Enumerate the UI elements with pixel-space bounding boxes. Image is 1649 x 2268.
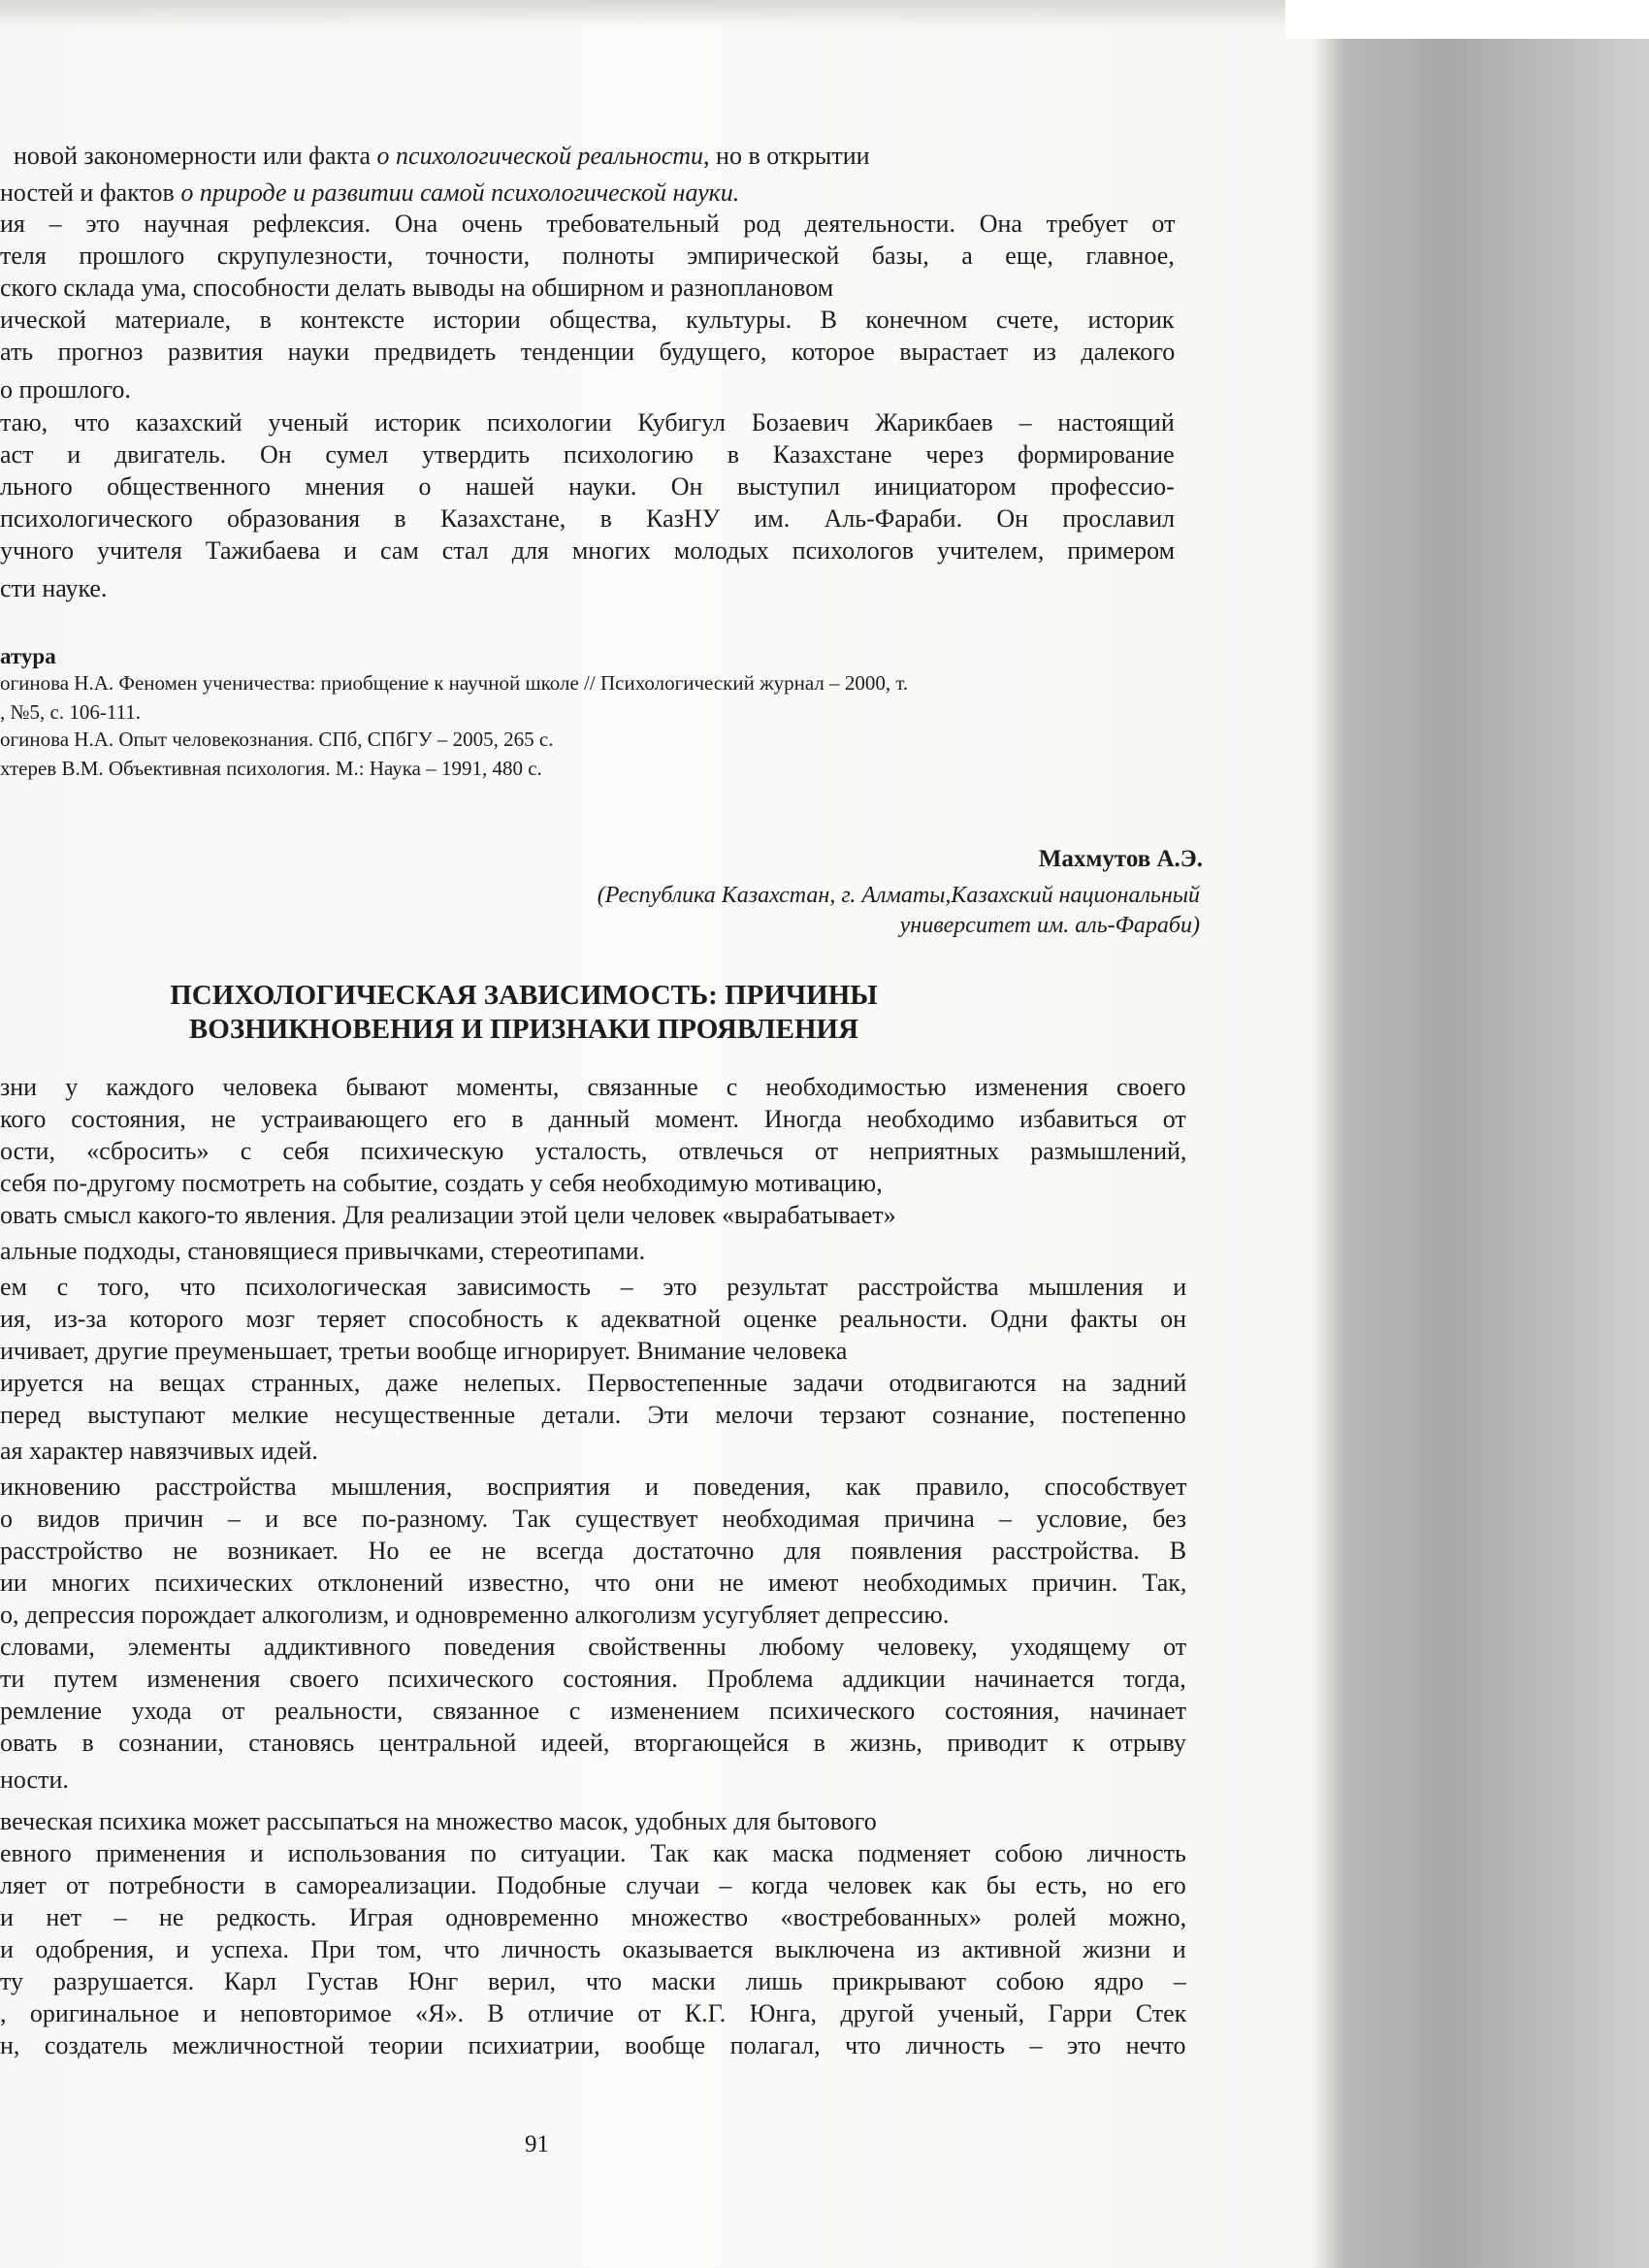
intro-line: льного общественного мнения о нашей науки. Он выступил инициатором профессио- bbox=[0, 472, 1175, 501]
body-line: овать смысл какого-то явления. Для реализации этой цели человек «вырабатывает» bbox=[0, 1201, 896, 1229]
intro-line: ать прогноз развития науки предвидеть тенденции будущего, которое вырастает из далекого bbox=[0, 338, 1176, 366]
intro-line: ского склада ума, способности делать выводы на обширном и разноплановом bbox=[0, 274, 834, 302]
body-line: , оригинальное и неповторимое «Я». В отличие от К.Г. Юнга, другой ученый, Гарри Стек bbox=[0, 1999, 1187, 2027]
intro-line: учного учителя Тажибаева и сам стал для многих молодых психологов учителем, примером bbox=[0, 536, 1176, 565]
body-line: ии многих психических отклонений известно, что они не имеют необходимых причин. Так, bbox=[0, 1569, 1187, 1597]
body-line: ости, «сбросить» с себя психическую усталость, отвлечься от неприятных размышлений, bbox=[0, 1137, 1187, 1165]
intro-line: ической материале, в контексте истории общества, культуры. В конечном счете, историк bbox=[0, 306, 1175, 334]
reference-item: , №5, с. 106-111. bbox=[0, 700, 142, 724]
body-line: себя по-другому посмотреть на событие, создать у себя необходимую мотивацию, bbox=[0, 1169, 883, 1197]
body-line: о, депрессия порождает алкоголизм, и одновременно алкоголизм усугубляет депрессию. bbox=[0, 1601, 950, 1629]
intro-line: о прошлого. bbox=[0, 375, 131, 404]
body-line: расстройство не возникает. Но ее не всегда достаточно для появления расстройства. В bbox=[0, 1537, 1187, 1565]
intro-line: сти науке. bbox=[0, 574, 108, 602]
body-line: перед выступают мелкие несущественные детали. Эти мелочи терзают сознание, постепенно bbox=[0, 1401, 1186, 1429]
intro-line: аст и двигатель. Он сумел утвердить психологию в Казахстане через формирование bbox=[0, 440, 1175, 469]
body-line: веческая психика может рассыпаться на множество масок, удобных для бытового bbox=[0, 1807, 877, 1835]
body-line: ичивает, другие преуменьшает, третьи вообще игнорирует. Внимание человека bbox=[0, 1337, 848, 1365]
reference-item: хтерев В.М. Объективная психология. М.: Наука – 1991, 480 с. bbox=[0, 757, 542, 780]
body-line: евного применения и использования по ситуации. Так как маска подменяет собою личность bbox=[0, 1839, 1186, 1867]
intro-line: новой закономерности или факта о психологической реальности, но в открытии bbox=[14, 142, 870, 170]
author-affiliation-line1: (Республика Казахстан, г. Алматы,Казахский национальный bbox=[597, 883, 1200, 908]
body-line: альные подходы, становящиеся привычками, стереотипами. bbox=[0, 1237, 646, 1265]
page-number: 91 bbox=[525, 2131, 549, 2157]
author-affiliation-line2: университет им. аль-Фараби) bbox=[899, 913, 1200, 938]
body-line: ируется на вещах странных, даже нелепых. Первостепенные задачи отодвигаются на задний bbox=[0, 1369, 1187, 1397]
intro-line: психологического образования в Казахстане, в КазНУ им. Аль-Фараби. Он прославил bbox=[0, 504, 1176, 533]
body-line: и нет – не редкость. Играя одновременно множество «востребованных» ролей можно, bbox=[0, 1903, 1187, 1931]
body-line: о видов причин – и все по-разному. Так существует необходимая причина – условие, без bbox=[0, 1505, 1187, 1533]
reference-item: огинова Н.А. Феномен ученичества: приобщение к научной школе // Психологический журнал – 2000, т. bbox=[0, 671, 909, 695]
body-line: н, создатель межличностной теории психиатрии, вообще полагал, что личность – это нечто bbox=[0, 2031, 1186, 2059]
body-line: ем с того, что психологическая зависимость – это результат расстройства мышления и bbox=[0, 1273, 1187, 1301]
intro-line: ия – это научная рефлексия. Она очень требовательный род деятельности. Она требует от bbox=[0, 210, 1176, 238]
intro-line: ностей и фактов о природе и развитии самой психологической науки. bbox=[0, 178, 740, 207]
body-line: ая характер навязчивых идей. bbox=[0, 1437, 318, 1465]
body-line: зни у каждого человека бывают моменты, связанные с необходимостью изменения своего bbox=[0, 1073, 1186, 1101]
article-title-line2: ВОЗНИКНОВЕНИЯ И ПРИЗНАКИ ПРОЯВЛЕНИЯ bbox=[188, 1014, 859, 1045]
body-line: ремление ухода от реальности, связанное с изменением психического состояния, начинает bbox=[0, 1697, 1186, 1725]
body-line: словами, элементы аддиктивного поведения свойственны любому человеку, уходящему от bbox=[0, 1633, 1187, 1661]
body-line: и одобрения, и успеха. При том, что личность оказывается выключена из активной жизни и bbox=[0, 1935, 1186, 1963]
reference-item: огинова Н.А. Опыт человекознания. СПб, СПбГУ – 2005, 265 с. bbox=[0, 728, 554, 751]
body-line: овать в сознании, становясь центральной идеей, вторгающейся в жизнь, приводит к отрыву bbox=[0, 1729, 1186, 1757]
book-binding-shadow bbox=[1311, 0, 1649, 2268]
references-heading: атура bbox=[0, 644, 56, 668]
body-line: ия, из-за которого мозг теряет способность к адекватной оценке реальности. Одни факты он bbox=[0, 1305, 1187, 1333]
article-title-line1: ПСИХОЛОГИЧЕСКАЯ ЗАВИСИМОСТЬ: ПРИЧИНЫ bbox=[170, 980, 878, 1011]
body-line: икновению расстройства мышления, восприятия и поведения, как правило, способствует bbox=[0, 1473, 1187, 1501]
body-line: кого состояния, не устраивающего его в данный момент. Иногда необходимо избавиться от bbox=[0, 1105, 1186, 1133]
intro-line: таю, что казахский ученый историк психологии Кубигул Бозаевич Жарикбаев – настоящий bbox=[0, 408, 1175, 437]
body-line: ности. bbox=[0, 1766, 69, 1794]
scan-top-white-corner bbox=[1285, 0, 1649, 39]
body-line: ляет от потребности в самореализации. Подобные случаи – когда человек как бы есть, но его bbox=[0, 1871, 1186, 1899]
author-name: Махмутов А.Э. bbox=[1038, 846, 1203, 872]
intro-line: теля прошлого скрупулезности, точности, полноты эмпирической базы, а еще, главное, bbox=[0, 242, 1175, 270]
body-line: ти путем изменения своего психического состояния. Проблема аддикции начинается тогда, bbox=[0, 1665, 1186, 1693]
body-line: ту разрушается. Карл Густав Юнг верил, что маски лишь прикрывают собою ядро – bbox=[0, 1967, 1186, 1995]
